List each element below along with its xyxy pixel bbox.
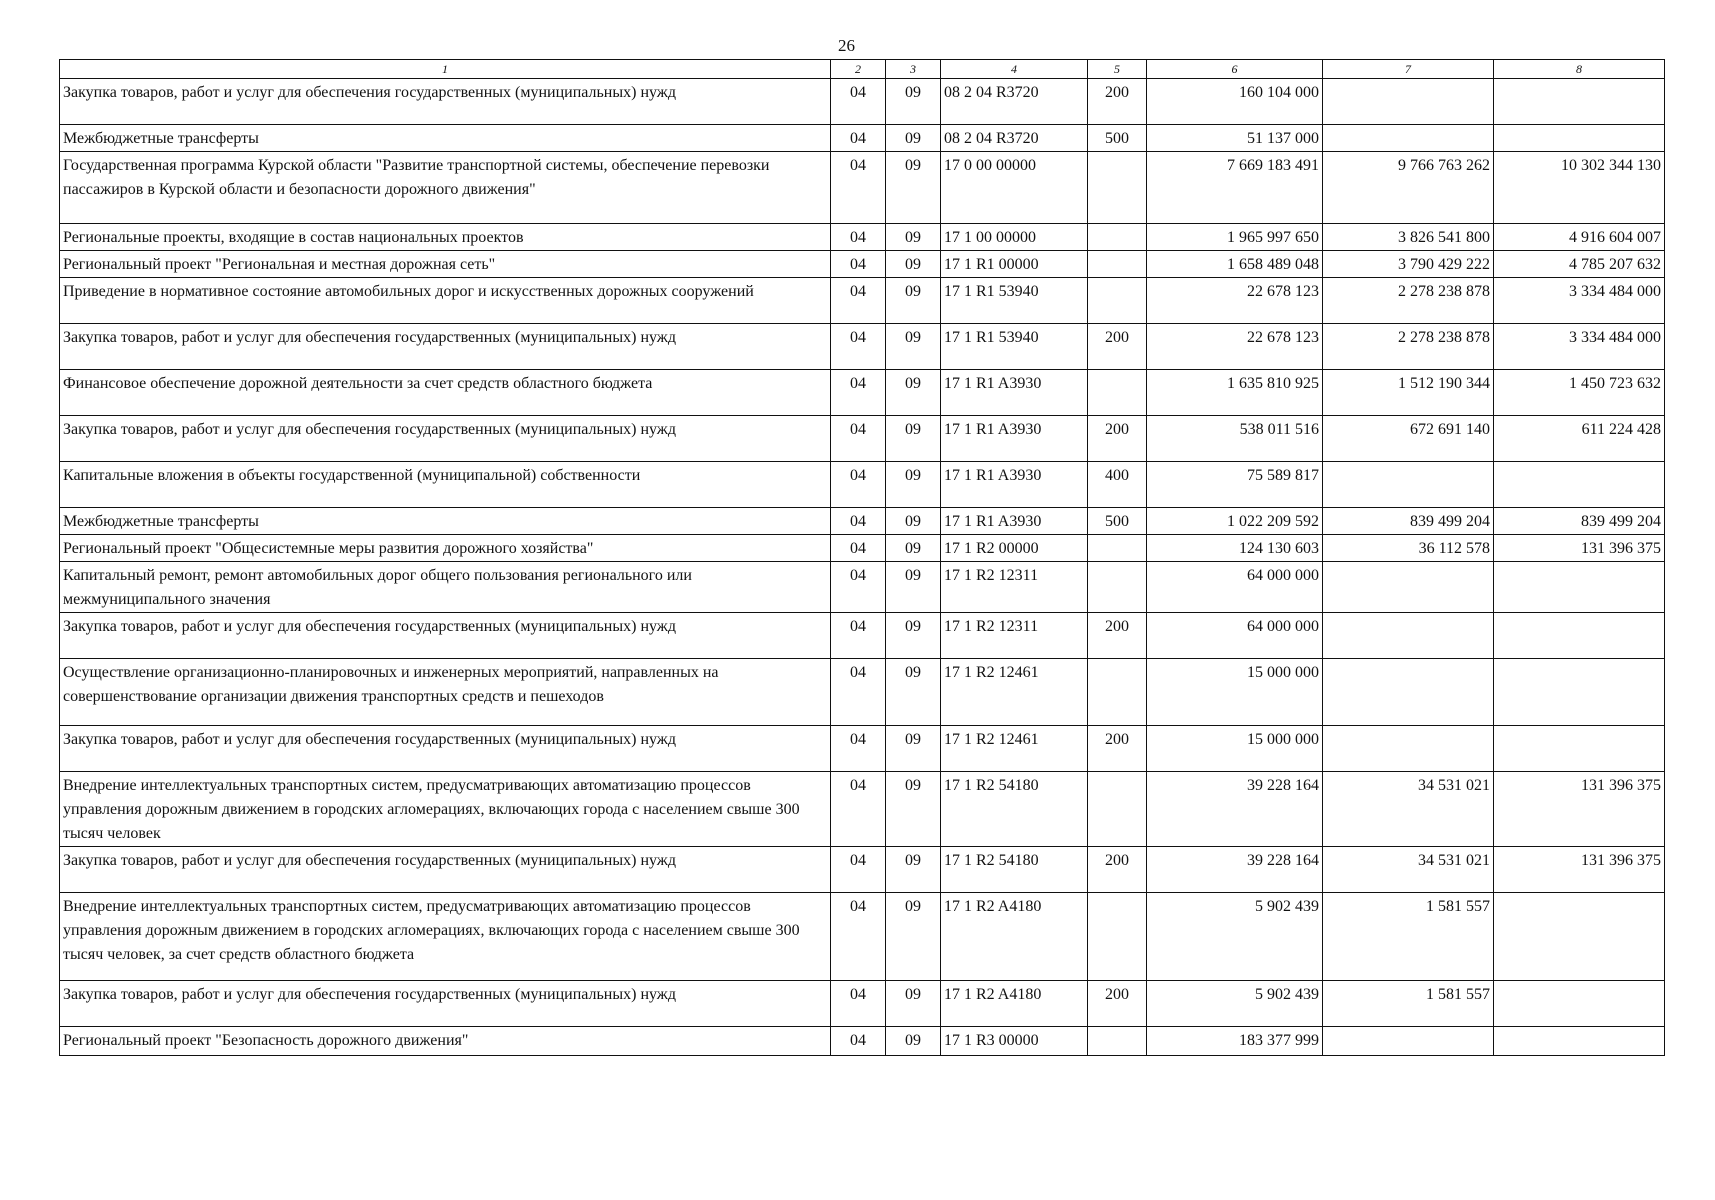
subsection-code-cell: 09: [886, 278, 941, 324]
amount-col6-cell: 5 902 439: [1147, 981, 1323, 1027]
amount-col7-cell: 2 278 238 878: [1323, 278, 1494, 324]
column-number-header: 2: [831, 60, 886, 79]
expense-type-cell: 500: [1088, 508, 1147, 535]
budget-table-container: [59, 59, 1664, 1056]
table-row: [60, 981, 1665, 1027]
column-number-header: 1: [60, 60, 831, 79]
amount-col7-cell: 3 826 541 800: [1323, 224, 1494, 251]
target-article-cell: 17 1 00 00000: [941, 224, 1088, 251]
amount-col7-cell: 36 112 578: [1323, 535, 1494, 562]
section-code-cell: 04: [831, 981, 886, 1027]
amount-col6-cell: 183 377 999: [1147, 1027, 1323, 1056]
row-name-cell: Внедрение интеллектуальных транспортных систем, предусматривающих автоматизацию процессов управления дорожным движением в городских агломерациях, включающих города с населением свыше 300 тысяч человек, за счет средств областного бюджета: [60, 893, 831, 981]
expense-type-cell: [1088, 224, 1147, 251]
row-name-cell: Финансовое обеспечение дорожной деятельности за счет средств областного бюджета: [60, 370, 831, 416]
amount-col7-cell: 839 499 204: [1323, 508, 1494, 535]
row-name-cell: Региональный проект "Безопасность дорожного движения": [60, 1027, 831, 1056]
amount-col6-cell: 39 228 164: [1147, 847, 1323, 893]
table-row: [60, 726, 1665, 772]
section-code-cell: 04: [831, 726, 886, 772]
row-name-cell: Капитальные вложения в объекты государственной (муниципальной) собственности: [60, 462, 831, 508]
amount-col8-cell: [1494, 981, 1665, 1027]
row-name-cell: Межбюджетные трансферты: [60, 125, 831, 152]
amount-col6-cell: 1 022 209 592: [1147, 508, 1323, 535]
target-article-cell: 17 1 R1 53940: [941, 278, 1088, 324]
target-article-cell: 17 1 R3 00000: [941, 1027, 1088, 1056]
subsection-code-cell: 09: [886, 659, 941, 726]
table-row: [60, 79, 1665, 125]
amount-col8-cell: 131 396 375: [1494, 772, 1665, 847]
amount-col7-cell: 9 766 763 262: [1323, 152, 1494, 224]
column-number-header: 7: [1323, 60, 1494, 79]
table-row: [60, 1027, 1665, 1056]
amount-col8-cell: [1494, 562, 1665, 613]
column-number-header-row: [60, 60, 1665, 79]
section-code-cell: 04: [831, 251, 886, 278]
target-article-cell: 17 1 R1 A3930: [941, 370, 1088, 416]
expense-type-cell: 200: [1088, 726, 1147, 772]
amount-col7-cell: 2 278 238 878: [1323, 324, 1494, 370]
target-article-cell: 17 1 R1 00000: [941, 251, 1088, 278]
row-name-cell: Закупка товаров, работ и услуг для обеспечения государственных (муниципальных) нужд: [60, 726, 831, 772]
subsection-code-cell: 09: [886, 324, 941, 370]
amount-col6-cell: 5 902 439: [1147, 893, 1323, 981]
row-name-cell: Государственная программа Курской области "Развитие транспортной системы, обеспечение перевозки пассажиров в Курской области и безопасности дорожного движения": [60, 152, 831, 224]
expense-type-cell: [1088, 772, 1147, 847]
amount-col8-cell: 131 396 375: [1494, 535, 1665, 562]
target-article-cell: 17 1 R2 00000: [941, 535, 1088, 562]
expense-type-cell: [1088, 278, 1147, 324]
amount-col7-cell: 672 691 140: [1323, 416, 1494, 462]
amount-col6-cell: 64 000 000: [1147, 613, 1323, 659]
row-name-cell: Капитальный ремонт, ремонт автомобильных дорог общего пользования регионального или межмуниципального значения: [60, 562, 831, 613]
table-row: [60, 659, 1665, 726]
target-article-cell: 17 1 R2 A4180: [941, 981, 1088, 1027]
subsection-code-cell: 09: [886, 152, 941, 224]
row-name-cell: Приведение в нормативное состояние автомобильных дорог и искусственных дорожных сооружений: [60, 278, 831, 324]
table-row: [60, 508, 1665, 535]
table-row: [60, 125, 1665, 152]
target-article-cell: 17 1 R2 12461: [941, 659, 1088, 726]
target-article-cell: 17 0 00 00000: [941, 152, 1088, 224]
amount-col7-cell: 34 531 021: [1323, 772, 1494, 847]
amount-col6-cell: 15 000 000: [1147, 726, 1323, 772]
target-article-cell: 17 1 R2 54180: [941, 847, 1088, 893]
amount-col7-cell: 3 790 429 222: [1323, 251, 1494, 278]
expense-type-cell: 500: [1088, 125, 1147, 152]
amount-col8-cell: 1 450 723 632: [1494, 370, 1665, 416]
page-number: 26: [838, 36, 855, 55]
section-code-cell: 04: [831, 772, 886, 847]
row-name-cell: Закупка товаров, работ и услуг для обеспечения государственных (муниципальных) нужд: [60, 981, 831, 1027]
expense-type-cell: 200: [1088, 613, 1147, 659]
row-name-cell: Закупка товаров, работ и услуг для обеспечения государственных (муниципальных) нужд: [60, 324, 831, 370]
table-row: [60, 324, 1665, 370]
section-code-cell: 04: [831, 324, 886, 370]
amount-col7-cell: [1323, 726, 1494, 772]
section-code-cell: 04: [831, 79, 886, 125]
section-code-cell: 04: [831, 893, 886, 981]
amount-col7-cell: [1323, 562, 1494, 613]
amount-col8-cell: 839 499 204: [1494, 508, 1665, 535]
amount-col8-cell: 4 916 604 007: [1494, 224, 1665, 251]
amount-col7-cell: [1323, 659, 1494, 726]
budget-table: [59, 59, 1665, 1056]
row-name-cell: Закупка товаров, работ и услуг для обеспечения государственных (муниципальных) нужд: [60, 79, 831, 125]
amount-col8-cell: 4 785 207 632: [1494, 251, 1665, 278]
subsection-code-cell: 09: [886, 613, 941, 659]
table-row: [60, 278, 1665, 324]
amount-col7-cell: [1323, 125, 1494, 152]
amount-col6-cell: 538 011 516: [1147, 416, 1323, 462]
section-code-cell: 04: [831, 278, 886, 324]
section-code-cell: 04: [831, 659, 886, 726]
target-article-cell: 17 1 R1 A3930: [941, 416, 1088, 462]
column-number-header: 6: [1147, 60, 1323, 79]
expense-type-cell: [1088, 370, 1147, 416]
table-row: [60, 416, 1665, 462]
amount-col6-cell: 51 137 000: [1147, 125, 1323, 152]
amount-col6-cell: 22 678 123: [1147, 324, 1323, 370]
column-number-header: 3: [886, 60, 941, 79]
target-article-cell: 08 2 04 R3720: [941, 125, 1088, 152]
amount-col7-cell: 34 531 021: [1323, 847, 1494, 893]
amount-col8-cell: [1494, 726, 1665, 772]
amount-col6-cell: 124 130 603: [1147, 535, 1323, 562]
target-article-cell: 17 1 R1 A3930: [941, 462, 1088, 508]
target-article-cell: 17 1 R2 A4180: [941, 893, 1088, 981]
table-row: [60, 613, 1665, 659]
amount-col7-cell: [1323, 1027, 1494, 1056]
amount-col8-cell: [1494, 125, 1665, 152]
amount-col6-cell: 75 589 817: [1147, 462, 1323, 508]
expense-type-cell: [1088, 535, 1147, 562]
expense-type-cell: 200: [1088, 79, 1147, 125]
subsection-code-cell: 09: [886, 772, 941, 847]
subsection-code-cell: 09: [886, 416, 941, 462]
target-article-cell: 17 1 R2 12461: [941, 726, 1088, 772]
expense-type-cell: [1088, 893, 1147, 981]
table-row: [60, 847, 1665, 893]
section-code-cell: 04: [831, 152, 886, 224]
budget-table-body: [60, 79, 1665, 1056]
amount-col7-cell: 1 581 557: [1323, 893, 1494, 981]
expense-type-cell: [1088, 659, 1147, 726]
section-code-cell: 04: [831, 416, 886, 462]
amount-col7-cell: [1323, 462, 1494, 508]
amount-col8-cell: [1494, 893, 1665, 981]
section-code-cell: 04: [831, 535, 886, 562]
subsection-code-cell: 09: [886, 535, 941, 562]
table-row: [60, 535, 1665, 562]
amount-col6-cell: 1 965 997 650: [1147, 224, 1323, 251]
amount-col8-cell: 3 334 484 000: [1494, 324, 1665, 370]
amount-col8-cell: 10 302 344 130: [1494, 152, 1665, 224]
amount-col8-cell: 611 224 428: [1494, 416, 1665, 462]
table-row: [60, 224, 1665, 251]
section-code-cell: 04: [831, 224, 886, 251]
section-code-cell: 04: [831, 370, 886, 416]
row-name-cell: Межбюджетные трансферты: [60, 508, 831, 535]
subsection-code-cell: 09: [886, 370, 941, 416]
expense-type-cell: 400: [1088, 462, 1147, 508]
table-row: [60, 772, 1665, 847]
subsection-code-cell: 09: [886, 125, 941, 152]
target-article-cell: 17 1 R1 A3930: [941, 508, 1088, 535]
table-row: [60, 370, 1665, 416]
amount-col6-cell: 64 000 000: [1147, 562, 1323, 613]
section-code-cell: 04: [831, 125, 886, 152]
subsection-code-cell: 09: [886, 224, 941, 251]
amount-col7-cell: 1 512 190 344: [1323, 370, 1494, 416]
row-name-cell: Региональные проекты, входящие в состав национальных проектов: [60, 224, 831, 251]
row-name-cell: Закупка товаров, работ и услуг для обеспечения государственных (муниципальных) нужд: [60, 416, 831, 462]
section-code-cell: 04: [831, 508, 886, 535]
expense-type-cell: 200: [1088, 981, 1147, 1027]
target-article-cell: 17 1 R2 54180: [941, 772, 1088, 847]
subsection-code-cell: 09: [886, 726, 941, 772]
subsection-code-cell: 09: [886, 893, 941, 981]
table-row: [60, 893, 1665, 981]
row-name-cell: Закупка товаров, работ и услуг для обеспечения государственных (муниципальных) нужд: [60, 613, 831, 659]
row-name-cell: Региональный проект "Региональная и местная дорожная сеть": [60, 251, 831, 278]
amount-col6-cell: 1 635 810 925: [1147, 370, 1323, 416]
expense-type-cell: 200: [1088, 324, 1147, 370]
column-number-header: 4: [941, 60, 1088, 79]
column-number-header: 5: [1088, 60, 1147, 79]
row-name-cell: Региональный проект "Общесистемные меры развития дорожного хозяйства": [60, 535, 831, 562]
target-article-cell: 17 1 R2 12311: [941, 613, 1088, 659]
section-code-cell: 04: [831, 1027, 886, 1056]
expense-type-cell: 200: [1088, 847, 1147, 893]
amount-col6-cell: 15 000 000: [1147, 659, 1323, 726]
amount-col6-cell: 7 669 183 491: [1147, 152, 1323, 224]
amount-col6-cell: 39 228 164: [1147, 772, 1323, 847]
amount-col6-cell: 1 658 489 048: [1147, 251, 1323, 278]
subsection-code-cell: 09: [886, 462, 941, 508]
subsection-code-cell: 09: [886, 562, 941, 613]
subsection-code-cell: 09: [886, 847, 941, 893]
amount-col8-cell: [1494, 462, 1665, 508]
amount-col7-cell: 1 581 557: [1323, 981, 1494, 1027]
expense-type-cell: 200: [1088, 416, 1147, 462]
target-article-cell: 17 1 R1 53940: [941, 324, 1088, 370]
target-article-cell: 08 2 04 R3720: [941, 79, 1088, 125]
amount-col8-cell: 3 334 484 000: [1494, 278, 1665, 324]
amount-col8-cell: 131 396 375: [1494, 847, 1665, 893]
amount-col8-cell: [1494, 1027, 1665, 1056]
expense-type-cell: [1088, 562, 1147, 613]
subsection-code-cell: 09: [886, 251, 941, 278]
table-row: [60, 562, 1665, 613]
amount-col8-cell: [1494, 613, 1665, 659]
section-code-cell: 04: [831, 562, 886, 613]
row-name-cell: Внедрение интеллектуальных транспортных систем, предусматривающих автоматизацию процессов управления дорожным движением в городских агломерациях, включающих города с населением свыше 300 тысяч человек: [60, 772, 831, 847]
section-code-cell: 04: [831, 462, 886, 508]
row-name-cell: Осуществление организационно-планировочных и инженерных мероприятий, направленных на совершенствование организации движения транспортных средств и пешеходов: [60, 659, 831, 726]
amount-col6-cell: 22 678 123: [1147, 278, 1323, 324]
expense-type-cell: [1088, 1027, 1147, 1056]
subsection-code-cell: 09: [886, 79, 941, 125]
amount-col8-cell: [1494, 79, 1665, 125]
target-article-cell: 17 1 R2 12311: [941, 562, 1088, 613]
row-name-cell: Закупка товаров, работ и услуг для обеспечения государственных (муниципальных) нужд: [60, 847, 831, 893]
amount-col7-cell: [1323, 79, 1494, 125]
subsection-code-cell: 09: [886, 508, 941, 535]
amount-col7-cell: [1323, 613, 1494, 659]
subsection-code-cell: 09: [886, 1027, 941, 1056]
expense-type-cell: [1088, 152, 1147, 224]
table-row: [60, 462, 1665, 508]
amount-col6-cell: 160 104 000: [1147, 79, 1323, 125]
section-code-cell: 04: [831, 847, 886, 893]
column-number-header: 8: [1494, 60, 1665, 79]
table-row: [60, 251, 1665, 278]
subsection-code-cell: 09: [886, 981, 941, 1027]
expense-type-cell: [1088, 251, 1147, 278]
section-code-cell: 04: [831, 613, 886, 659]
amount-col8-cell: [1494, 659, 1665, 726]
table-row: [60, 152, 1665, 224]
